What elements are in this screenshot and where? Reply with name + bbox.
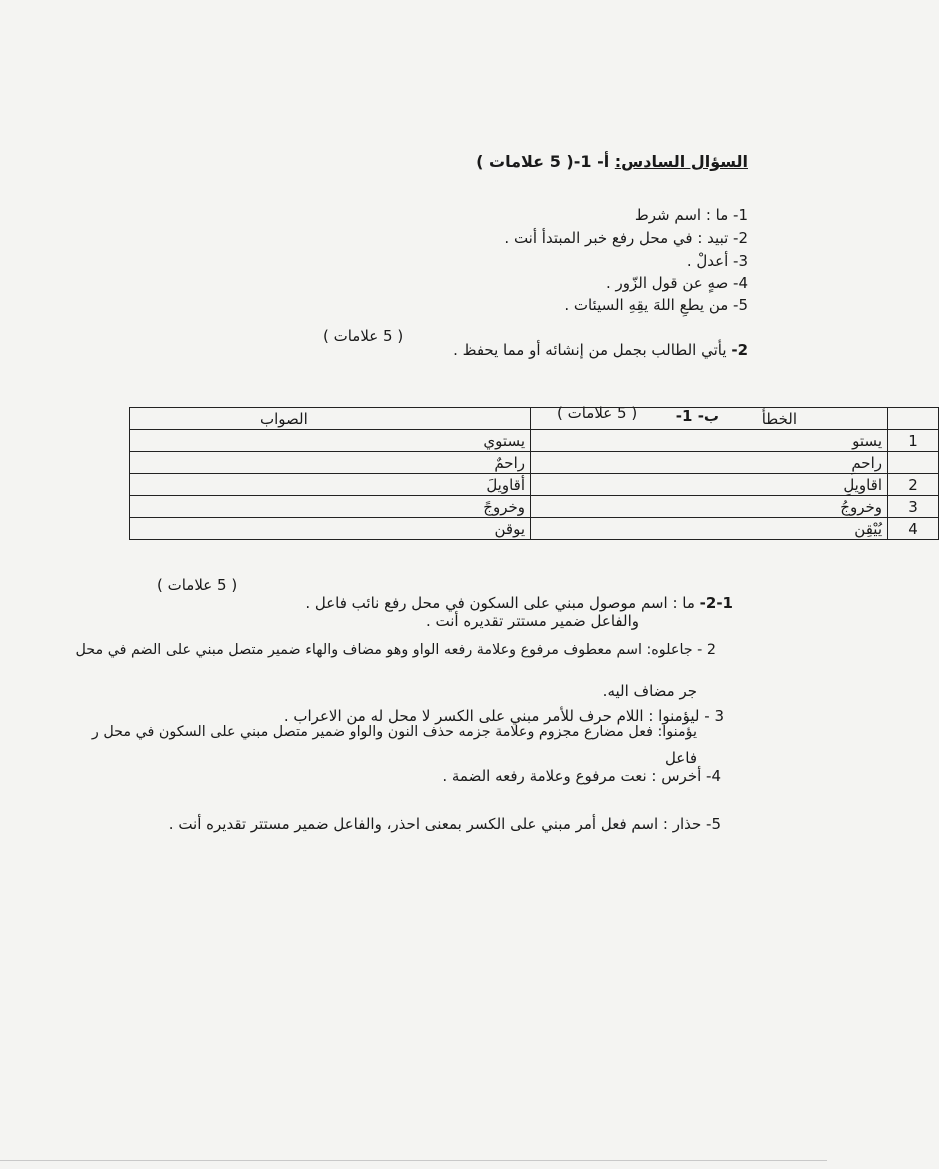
cell-correct: وخروجً [130, 496, 531, 518]
question-part-marks: أ- 1-( 5 علامات ) [476, 152, 610, 171]
correction-table [129, 407, 939, 540]
cell-wrong: راحمِ [531, 452, 888, 474]
cell-num [888, 452, 939, 474]
b2-line-9: 5- حذار : اسم فعل أمر مبني على الكسر بمعنى احذر، والفاعل ضمير مستتر تقديره أنت . [168, 815, 721, 833]
cell-wrong: يُيْقِن [531, 518, 888, 540]
question-2-line [453, 340, 748, 360]
b2-text-1: ما : اسم موصول مبني على السكون في محل رفع نائب فاعل . [305, 594, 695, 612]
table-header-row [130, 408, 939, 430]
b2-label: 2-1- [699, 594, 733, 612]
b2-line-3: 2 - جاعلوه: اسم معطوف مرفوع وعلامة رفعه الواو وهو مضاف والهاء ضمير متصل مبني على الضم في محل [75, 642, 716, 658]
answer-item-5: 5- من يطعِ اللهَ يقِهِ السيئات . [564, 296, 748, 314]
b2-line-2: والفاعل ضمير مستتر تقديره أنت . [425, 612, 639, 630]
cell-correct: يوقن [130, 518, 531, 540]
section-b-label: ب- 1- [675, 407, 719, 425]
cell-num: 2 [888, 474, 939, 496]
b2-line-4: جر مضاف اليه. [602, 682, 697, 700]
header-wrong: الخطأ [531, 408, 888, 430]
b2-line-6: يؤمنوا: فعل مضارع مجزوم وعلامة جزمه حذف النون والواو ضمير متصل مبني على السكون في محل ر [91, 724, 697, 740]
question-2-label: 2- [731, 341, 748, 359]
answer-item-4: 4- صهٍ عن قول الزّور . [605, 274, 748, 292]
cell-correct: يستوي [130, 430, 531, 452]
question-number: السؤال السادس: [614, 152, 748, 171]
cell-num: 4 [888, 518, 939, 540]
cell-num: 3 [888, 496, 939, 518]
answer-item-1: 1- ما : اسم شرط [634, 206, 748, 224]
cell-wrong: وخروجُ [531, 496, 888, 518]
cell-wrong: يستو [531, 430, 888, 452]
table-row [130, 518, 939, 540]
b2-line-7: فاعل [664, 749, 697, 767]
answer-item-2: 2- تبيد : في محل رفع خبر المبتدأ أنت . [504, 229, 748, 247]
header-correct: الصواب [130, 408, 531, 430]
cell-correct: راحمٌ [130, 452, 531, 474]
table-row [130, 474, 939, 496]
cell-num: 1 [888, 430, 939, 452]
question-title [476, 152, 748, 172]
cell-correct: أقاويلَ [130, 474, 531, 496]
answer-item-3: 3- أعدلْ . [686, 252, 748, 270]
b2-marks: ( 5 علامات ) [157, 576, 238, 594]
b2-line-5: 3 - ليؤمنوا : اللام حرف للأمر مبني على الكسر لا محل له من الاعراب . [283, 707, 724, 725]
table-row [130, 430, 939, 452]
section-b-marks: ( 5 علامات ) [557, 404, 638, 422]
b2-line-8: 4- أخرس : نعت مرفوع وعلامة رفعه الضمة . [442, 767, 721, 785]
question-2-marks: ( 5 علامات ) [323, 327, 404, 345]
cell-wrong: اقاويلِ [531, 474, 888, 496]
question-2-text: يأتي الطالب بجمل من إنشائه أو مما يحفظ . [453, 341, 727, 359]
table-row [130, 452, 939, 474]
table-row [130, 496, 939, 518]
page-bottom-edge [0, 1160, 827, 1161]
b2-line-1 [305, 593, 733, 613]
header-num [888, 408, 939, 430]
